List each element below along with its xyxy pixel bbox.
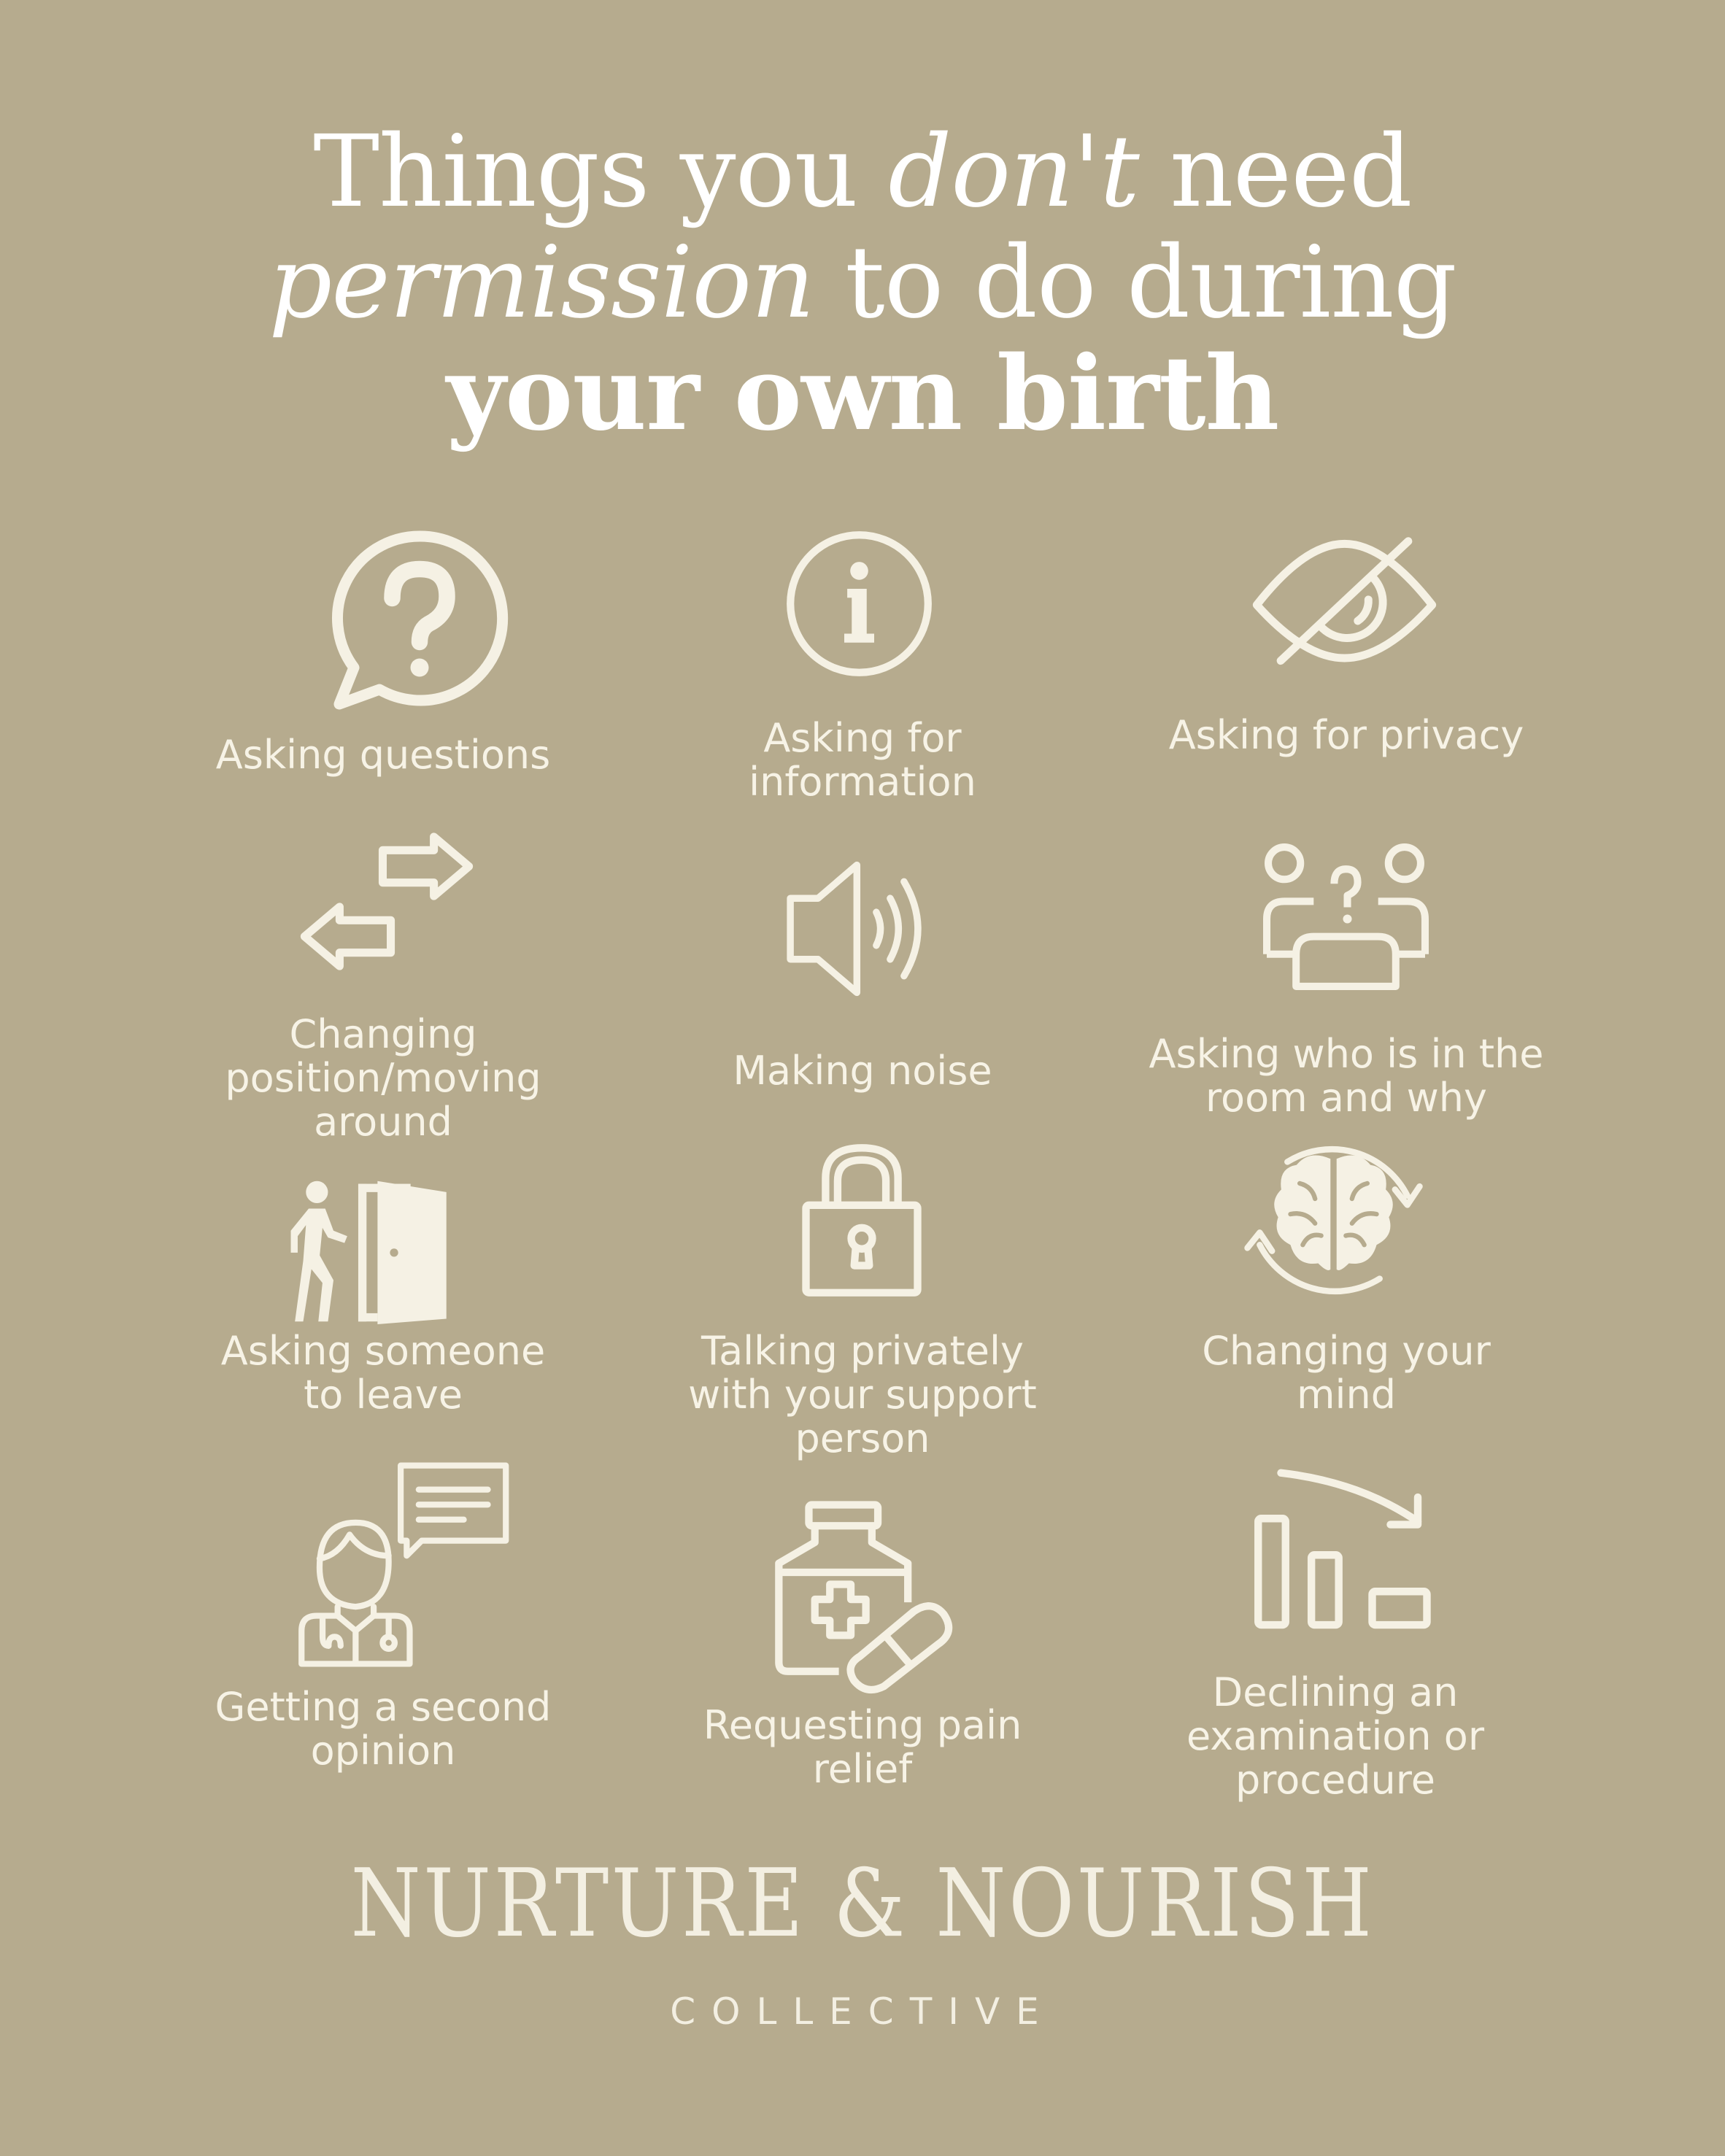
title-text: to do during	[814, 225, 1456, 341]
title-emphasis: don't	[888, 115, 1139, 230]
doctor-chat-icon	[296, 1459, 500, 1667]
item-label: Getting a second opinion	[215, 1684, 552, 1774]
title-emphasis: permission	[269, 225, 814, 341]
item-label: Asking questions	[215, 732, 551, 778]
medicine-bottle-pill-icon	[770, 1499, 956, 1696]
declining-bars-icon	[1254, 1467, 1436, 1634]
item-label: Asking for information	[749, 715, 976, 805]
title-text: Things you	[313, 115, 889, 230]
title-text: need	[1138, 115, 1412, 230]
brand-subtitle: COLLECTIVE	[670, 1990, 1055, 2033]
item-label: Asking someone to leave	[220, 1328, 546, 1418]
brand-name: NURTURE & NOURISH	[350, 1850, 1375, 1958]
swap-arrows-icon	[299, 834, 474, 969]
padlock-icon	[801, 1142, 922, 1299]
info-circle-icon	[784, 529, 934, 679]
item-label: Making noise	[733, 1048, 992, 1094]
item-label: Changing position/moving around	[225, 1011, 541, 1145]
title-bold: your own birth	[446, 334, 1279, 454]
item-label: Asking for privacy	[1168, 712, 1524, 758]
item-label: Changing your mind	[1202, 1328, 1491, 1418]
item-label: Asking who is in the room and why	[1149, 1031, 1544, 1121]
eye-slash-icon	[1251, 538, 1438, 666]
item-label: Talking privately with your support person	[688, 1328, 1037, 1461]
brain-cycle-icon	[1226, 1127, 1441, 1313]
person-exit-door-icon	[294, 1178, 458, 1324]
speaker-volume-icon	[784, 859, 938, 998]
item-label: Declining an examination or procedure	[1186, 1669, 1485, 1803]
question-bubble-icon	[328, 529, 511, 711]
item-label: Requesting pain relief	[703, 1702, 1022, 1792]
people-question-icon	[1264, 843, 1428, 992]
